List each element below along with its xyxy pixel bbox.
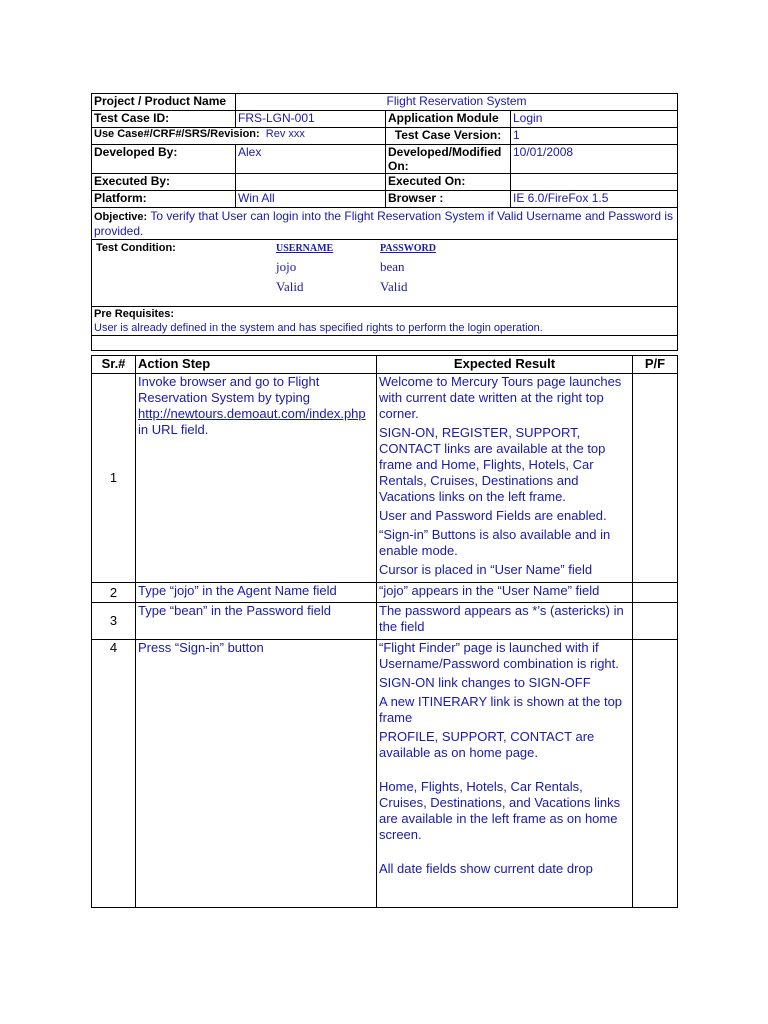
password-column	[380, 243, 436, 295]
table-row	[92, 374, 678, 583]
objective-text: To verify that User can login into the Flight Reservation System if Valid Username and Password is provided.	[94, 209, 673, 238]
executed-by-label: Executed By:	[92, 174, 236, 191]
expected-line: SIGN-ON link changes to SIGN-OFF	[379, 675, 591, 690]
newtours-url-link[interactable]: http://newtours.demoaut.com/index.php	[138, 406, 366, 421]
executed-by-value	[236, 174, 386, 191]
objective-cell	[92, 208, 678, 240]
developed-by-label: Developed By:	[92, 145, 236, 174]
dev-modified-value: 10/01/2008	[511, 145, 678, 174]
expected-line: “jojo” appears in the “User Name” field	[379, 583, 600, 598]
use-case-label: Use Case#/CRF#/SRS/Revision:	[94, 128, 260, 140]
username-validity: Valid	[276, 279, 304, 294]
table-row	[92, 603, 678, 640]
platform-label: Platform:	[92, 191, 236, 208]
step-action-text: in URL field.	[138, 422, 209, 437]
prerequisites-label: Pre Requisites:	[94, 308, 175, 320]
tc-version-label: Test Case Version:	[386, 128, 511, 145]
steps-table	[91, 355, 678, 908]
prerequisites-text: User is already defined in the system and has specified rights to perform the login operation.	[94, 322, 543, 334]
step-action: Type “bean” in the Password field	[136, 603, 377, 640]
expected-line: The password appears as *’s (astericks) in the field	[379, 603, 624, 634]
step-action: Type “jojo” in the Agent Name field	[136, 583, 377, 603]
password-value: bean	[380, 259, 405, 274]
step-pf[interactable]	[633, 603, 678, 640]
use-case-cell	[92, 128, 386, 145]
spacer-row	[92, 336, 678, 351]
expected-line: Cursor is placed in “User Name” field	[379, 562, 593, 577]
step-action: Press “Sign-in” button	[136, 640, 377, 908]
browser-value: IE 6.0/FireFox 1.5	[511, 191, 678, 208]
username-value: jojo	[276, 259, 297, 274]
col-sr-header: Sr.#	[92, 356, 136, 374]
test-case-sheet	[91, 93, 677, 908]
expected-line: PROFILE, SUPPORT, CONTACT are available as on home page.	[379, 729, 595, 760]
header-table	[91, 93, 678, 351]
project-label: Project / Product Name	[92, 94, 236, 111]
expected-line: User and Password Fields are enabled.	[379, 508, 607, 523]
table-row	[92, 640, 678, 908]
step-expected	[377, 374, 633, 583]
step-number: 4	[92, 640, 136, 908]
table-row	[92, 583, 678, 603]
expected-line: Home, Flights, Hotels, Car Rentals, Cruises, Destinations, and Vacations links are available in the left frame as on home screen.	[379, 779, 621, 842]
test-condition-cell	[92, 240, 678, 307]
use-case-value: Rev xxx	[265, 128, 305, 140]
step-expected	[377, 640, 633, 908]
username-header: USERNAME	[276, 243, 334, 254]
step-number: 2	[92, 583, 136, 603]
expected-line: Welcome to Mercury Tours page launches with current date written at the right top corner.	[379, 374, 622, 421]
password-header: PASSWORD	[380, 243, 436, 254]
step-number: 3	[92, 603, 136, 640]
dev-modified-label: Developed/Modified On:	[386, 145, 511, 174]
tc-version-value: 1	[511, 128, 678, 145]
app-module-value: Login	[511, 111, 678, 128]
expected-line: “Flight Finder” page is launched with if Username/Password combination is right.	[379, 640, 619, 671]
platform-value: Win All	[236, 191, 386, 208]
step-pf[interactable]	[633, 374, 678, 583]
col-expected-header: Expected Result	[377, 356, 633, 374]
project-value: Flight Reservation System	[236, 94, 678, 111]
username-column	[276, 243, 333, 295]
col-action-header: Action Step	[136, 356, 377, 374]
test-case-id-value: FRS-LGN-001	[236, 111, 386, 128]
executed-on-value	[511, 174, 678, 191]
app-module-label: Application Module	[386, 111, 511, 128]
step-action	[136, 374, 377, 583]
step-action-text: Invoke browser and go to Flight Reservation System by typing	[138, 374, 320, 405]
expected-line: “Sign-in” Buttons is also available and in enable mode.	[379, 527, 611, 558]
expected-line: All date fields show current date drop	[379, 861, 593, 876]
expected-line: A new ITINERARY link is shown at the top frame	[379, 694, 623, 725]
browser-label: Browser :	[386, 191, 511, 208]
step-number: 1	[92, 374, 136, 583]
prerequisites-cell	[92, 307, 678, 336]
test-condition-label: Test Condition:	[96, 242, 176, 254]
executed-on-label: Executed On:	[386, 174, 511, 191]
developed-by-value: Alex	[236, 145, 386, 174]
step-pf[interactable]	[633, 640, 678, 908]
step-expected	[377, 603, 633, 640]
col-pf-header: P/F	[633, 356, 678, 374]
step-expected	[377, 583, 633, 603]
expected-line: SIGN-ON, REGISTER, SUPPORT, CONTACT links are available at the top frame and Home, Flights, Hotels, Car Rentals, Cruises, Destinations and Vacations links on the left frame.	[379, 425, 606, 504]
test-case-id-label: Test Case ID:	[92, 111, 236, 128]
step-pf[interactable]	[633, 583, 678, 603]
password-validity: Valid	[380, 279, 408, 294]
objective-label: Objective:	[94, 211, 148, 223]
